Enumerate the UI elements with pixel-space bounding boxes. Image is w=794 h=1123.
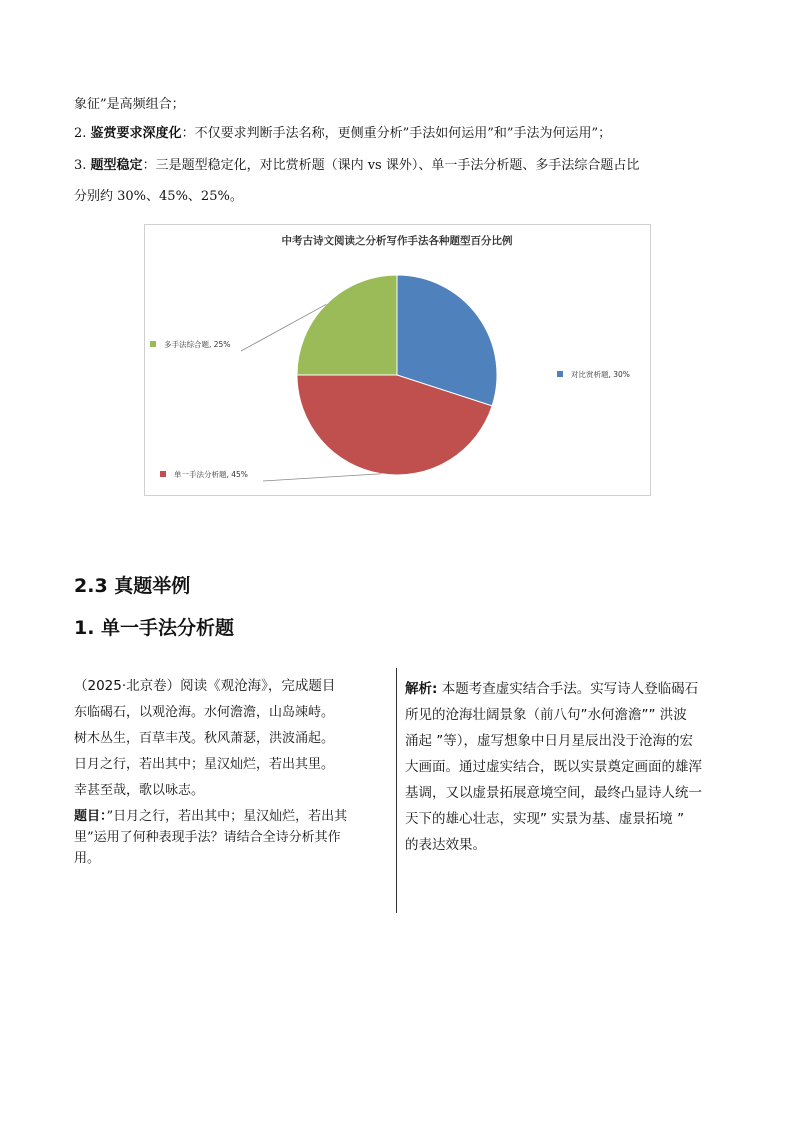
pie-chart-frame <box>144 224 651 496</box>
question-intro: （2025·北京卷）阅读《观沧海》，完成题目 <box>74 678 336 694</box>
list-number: 3. <box>74 158 91 173</box>
list-number: 2. <box>74 126 91 141</box>
column-divider <box>396 668 397 913</box>
analysis-text: 本题考查虚实结合手法。实写诗人登临碣石 <box>437 681 699 697</box>
analysis-line: 所见的沧海壮阔景象（前八句”水何澹澹”” 洪波 <box>405 707 687 723</box>
data-label: 多手法综合题, 25% <box>164 340 231 349</box>
question-line-3: 用。 <box>74 851 101 866</box>
legend-swatch <box>557 371 563 377</box>
analysis-line: 基调，又以虚景拓展意境空间，最终凸显诗人统一 <box>405 785 702 801</box>
list-item-3-continued: 分别约 30%、45%、25%。 <box>74 189 243 204</box>
chart-title: 中考古诗文阅读之分析写作手法各种题型百分比例 <box>281 235 513 247</box>
pie-chart <box>145 225 650 495</box>
question-text: ”日月之行，若出其中；星汉灿烂，若出其 <box>106 809 348 824</box>
analysis-line-1 <box>405 676 727 702</box>
legend-swatch <box>150 341 156 347</box>
list-item-2 <box>74 124 611 144</box>
question-line-1 <box>74 806 392 827</box>
analysis-line: 涌起 ”等），虚写想象中日月星辰出没于沧海的宏 <box>405 733 694 749</box>
list-item-3 <box>74 156 639 176</box>
legend-swatch <box>160 471 166 477</box>
poem-line: 幸甚至哉，歌以咏志。 <box>74 783 205 798</box>
poem-line: 东临碣石，以观沧海。水何澹澹，山岛竦峙。 <box>74 705 335 720</box>
analysis-line: 大画面。通过虚实结合，既以实景奠定画面的雄浑 <box>405 759 702 775</box>
analysis-line: 天下的雄心壮志，实现” 实景为基、虚景拓境 ” <box>405 811 685 827</box>
question-column <box>74 676 392 869</box>
poem-line: 树木丛生，百草丰茂。秋风萧瑟，洪波涌起。 <box>74 731 335 746</box>
analysis-column <box>405 676 727 858</box>
leader-line <box>263 474 381 481</box>
analysis-label: 解析: <box>405 681 438 697</box>
list-item-title: 鉴赏要求深度化 <box>90 126 182 141</box>
data-label: 对比赏析题, 30% <box>571 370 630 379</box>
list-item-text: ：不仅要求判断手法名称，更侧重分析”手法如何运用”和”手法为何运用”； <box>181 126 612 141</box>
analysis-line: 的表达效果。 <box>405 837 486 853</box>
poem-line: 日月之行，若出其中；星汉灿烂，若出其里。 <box>74 757 335 772</box>
list-item-title: 题型稳定 <box>90 158 143 173</box>
text-line-0: 象征”是高频组合； <box>74 97 185 112</box>
pie-slice-2 <box>297 275 397 375</box>
data-label: 单一手法分析题, 45% <box>174 470 248 479</box>
subsection-heading: 1. 单一手法分析题 <box>74 617 235 639</box>
question-label: 题目： <box>74 809 107 824</box>
list-item-text: ：三是题型稳定化，对比赏析题（课内 vs 课外）、单一手法分析题、多手法综合题占比 <box>142 158 640 173</box>
question-line-2: 里”运用了何种表现手法？请结合全诗分析其作 <box>74 830 341 845</box>
section-heading: 2.3 真题举例 <box>74 575 191 597</box>
